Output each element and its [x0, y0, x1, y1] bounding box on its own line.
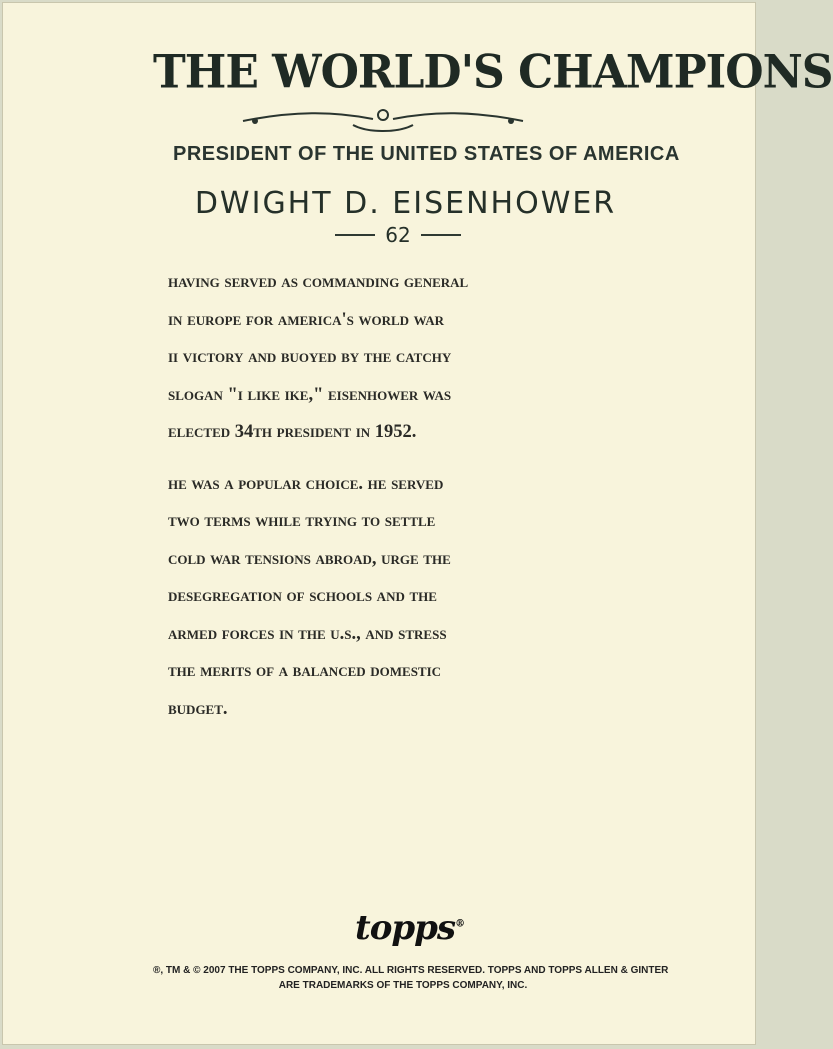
bio-line: in europe for america's world war: [168, 309, 445, 330]
subtitle: PRESIDENT OF THE UNITED STATES OF AMERICA: [173, 143, 680, 165]
legal-text: [153, 963, 669, 993]
bio-line: cold war tensions abroad, urge the: [168, 548, 451, 569]
bio-line: having served as commanding general: [168, 272, 469, 292]
legal-line-2: ARE TRADEMARKS OF THE TOPPS COMPANY, INC.: [278, 980, 528, 991]
ornament-flourish: [233, 103, 533, 137]
bio-line: ii victory and buoyed by the catchy: [168, 347, 452, 367]
player-name: DWIGHT D. EISENHOWER: [194, 186, 617, 221]
bio-paragraph-1: [168, 264, 648, 452]
bio-line: he was a popular choice. he served: [168, 473, 444, 494]
bio-line: budget.: [168, 698, 228, 719]
bio-line: elected 34th president in 1952.: [168, 422, 417, 442]
right-rule: [421, 234, 461, 236]
topps-logo: topps®: [355, 908, 465, 948]
bio-paragraph-2: [168, 466, 648, 729]
bio-line: desegregation of schools and the: [168, 586, 437, 606]
legal-line-1: ®, TM & © 2007 THE TOPPS COMPANY, INC. ALL RIGHTS RESERVED. TOPPS AND TOPPS ALLEN & GINTER: [153, 965, 669, 976]
series-title: THE WORLD'S CHAMPIONS: [153, 45, 833, 100]
bio-line: slogan "i like ike," eisenhower was: [168, 384, 452, 405]
bio-line: the merits of a balanced domestic: [168, 661, 442, 681]
biography: [168, 264, 648, 742]
card-number: 62: [385, 223, 411, 247]
card-back: [2, 2, 833, 1045]
bio-line: two terms while trying to settle: [168, 511, 436, 531]
left-rule: [335, 234, 375, 236]
card-number-row: [327, 222, 469, 248]
logo-text: topps: [355, 908, 456, 948]
bio-line: armed forces in the u.s., and stress: [168, 623, 447, 644]
